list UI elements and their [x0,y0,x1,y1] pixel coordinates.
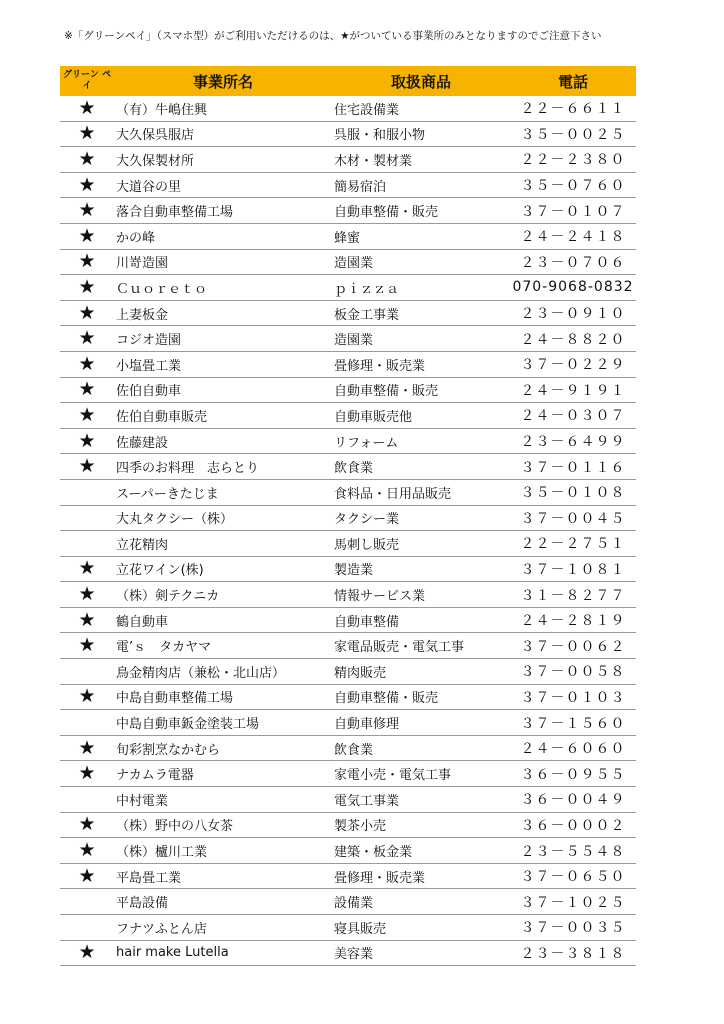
phone-number: ２３－３８１８ [510,940,636,966]
header-green-pay: グリーン ペイ [60,66,114,96]
business-name: 大久保呉服店 [114,121,332,147]
product-category: 設備業 [332,889,510,915]
phone-number: ２２－２３８０ [510,147,636,173]
phone-number: ３７－００５８ [510,659,636,685]
table-row [60,198,636,224]
product-category: ｐｉｚｚａ [332,275,510,301]
table-row [60,96,636,121]
phone-number: ２４－６０６０ [510,735,636,761]
green-pay-star-icon: ★ [60,633,114,659]
business-name: コジオ造園 [114,326,332,352]
phone-number: ２２－２７５１ [510,531,636,557]
green-pay-star-icon: ★ [60,428,114,454]
business-name: 平島畳工業 [114,863,332,889]
table-row [60,403,636,429]
business-name: 佐伯自動車販売 [114,403,332,429]
business-name: 平島設備 [114,889,332,915]
business-name: スーパーきたじま [114,479,332,505]
business-name: 鳥金精肉店（兼松・北山店） [114,659,332,685]
table-row [60,249,636,275]
green-pay-star-icon: ★ [60,556,114,582]
phone-number: ２４－９１９１ [510,377,636,403]
business-name: （株）櫨川工業 [114,838,332,864]
phone-number: ２４－２４１８ [510,223,636,249]
product-category: 造園業 [332,249,510,275]
table-row [60,607,636,633]
product-category: 家電品販売・電気工事 [332,633,510,659]
table-row [60,531,636,557]
product-category: 食料品・日用品販売 [332,479,510,505]
product-category: 美容業 [332,940,510,966]
table-row [60,735,636,761]
green-pay-star-icon: ★ [60,863,114,889]
phone-number: ３５－０１０８ [510,479,636,505]
green-pay-star-icon: ★ [60,223,114,249]
green-pay-star-icon [60,889,114,915]
green-pay-star-icon: ★ [60,121,114,147]
product-category: 呉服・和服小物 [332,121,510,147]
phone-number: ３７－１５６０ [510,710,636,736]
table-row [60,147,636,173]
business-name: 川嵜造園 [114,249,332,275]
table-row [60,275,636,301]
business-name: （株）野中の八女茶 [114,812,332,838]
phone-number: 070-9068-0832 [510,275,636,301]
product-category: 製茶小売 [332,812,510,838]
product-category: リフォーム [332,428,510,454]
phone-number: ２２－６６１１ [510,96,636,121]
phone-number: ２４－８８２０ [510,326,636,352]
business-name: 立花ワイン(株) [114,556,332,582]
business-name: ナカムラ電器 [114,761,332,787]
header-phone: 電話 [510,66,636,96]
phone-number: ２３－６４９９ [510,428,636,454]
table-row [60,223,636,249]
product-category: タクシー業 [332,505,510,531]
green-pay-star-icon: ★ [60,812,114,838]
table-header [60,66,636,96]
phone-number: ３７－００４５ [510,505,636,531]
phone-number: ３５－００２５ [510,121,636,147]
product-category: 精肉販売 [332,659,510,685]
product-category: 製造業 [332,556,510,582]
green-pay-star-icon: ★ [60,147,114,173]
table-row [60,863,636,889]
phone-number: ２３－０９１０ [510,300,636,326]
business-name: かの峰 [114,223,332,249]
green-pay-star-icon [60,659,114,685]
business-name: 佐藤建設 [114,428,332,454]
green-pay-star-icon: ★ [60,172,114,198]
header-product: 取扱商品 [332,66,510,96]
table-row [60,454,636,480]
header-business-name: 事業所名 [114,66,332,96]
business-name: 上妻板金 [114,300,332,326]
green-pay-star-icon: ★ [60,326,114,352]
phone-number: ２３－５５４８ [510,838,636,864]
phone-number: ３７－１０８１ [510,556,636,582]
product-category: 電気工事業 [332,787,510,813]
table-row [60,812,636,838]
business-table [60,66,636,966]
table-row [60,659,636,685]
phone-number: ３６－０９５５ [510,761,636,787]
table-row [60,556,636,582]
product-category: 造園業 [332,326,510,352]
phone-number: ３７－０２２９ [510,351,636,377]
green-pay-star-icon: ★ [60,377,114,403]
table-row [60,838,636,864]
table-row [60,300,636,326]
green-pay-star-icon [60,479,114,505]
green-pay-star-icon: ★ [60,607,114,633]
business-name: （株）剣テクニカ [114,582,332,608]
business-name: 中島自動車鈑金塗装工場 [114,710,332,736]
green-pay-star-icon [60,787,114,813]
business-name: 小塩畳工業 [114,351,332,377]
phone-number: ２４－０３０７ [510,403,636,429]
product-category: 情報サービス業 [332,582,510,608]
table-row [60,479,636,505]
table-row [60,582,636,608]
table-row [60,121,636,147]
business-name: 大久保製材所 [114,147,332,173]
business-name: （有）牛嶋住興 [114,96,332,121]
table-row [60,428,636,454]
product-category: 建築・板金業 [332,838,510,864]
table-row [60,633,636,659]
table-row [60,940,636,966]
phone-number: ３７－００３５ [510,915,636,941]
product-category: 馬刺し販売 [332,531,510,557]
business-name: 四季のお料理 志らとり [114,454,332,480]
phone-number: ２４－２８１９ [510,607,636,633]
product-category: 簡易宿泊 [332,172,510,198]
green-pay-star-icon: ★ [60,351,114,377]
product-category: 板金工事業 [332,300,510,326]
usage-note: ※「グリーンペイ」（スマホ型）がご利用いただけるのは、★がついている事業所のみとなりますのでご注意下さい [64,30,602,42]
product-category: 畳修理・販売業 [332,351,510,377]
product-category: 寝具販売 [332,915,510,941]
phone-number: ２３－０７０６ [510,249,636,275]
table-row [60,915,636,941]
green-pay-star-icon: ★ [60,940,114,966]
product-category: 自動車整備・販売 [332,684,510,710]
product-category: 住宅設備業 [332,96,510,121]
table-row [60,684,636,710]
product-category: 飲食業 [332,454,510,480]
table-row [60,172,636,198]
business-name: 中島自動車整備工場 [114,684,332,710]
business-name: 立花精肉 [114,531,332,557]
green-pay-star-icon: ★ [60,198,114,224]
table-row [60,710,636,736]
green-pay-star-icon: ★ [60,735,114,761]
phone-number: ３７－００６２ [510,633,636,659]
table-body [60,96,636,966]
business-name: 大道谷の里 [114,172,332,198]
phone-number: ３７－０１０３ [510,684,636,710]
product-category: 木材・製材業 [332,147,510,173]
business-name: 鶴自動車 [114,607,332,633]
business-name: 落合自動車整備工場 [114,198,332,224]
green-pay-star-icon [60,710,114,736]
product-category: 家電小売・電気工事 [332,761,510,787]
phone-number: ３７－０１０７ [510,198,636,224]
phone-number: ３７－０１１６ [510,454,636,480]
green-pay-star-icon: ★ [60,300,114,326]
business-name: フナツふとん店 [114,915,332,941]
business-name: 旬彩割烹なかむら [114,735,332,761]
table-row [60,377,636,403]
green-pay-star-icon [60,505,114,531]
phone-number: ３５－０７６０ [510,172,636,198]
green-pay-star-icon: ★ [60,838,114,864]
phone-number: ３６－０００２ [510,812,636,838]
green-pay-star-icon: ★ [60,684,114,710]
product-category: 飲食業 [332,735,510,761]
phone-number: ３６－００４９ [510,787,636,813]
phone-number: ３１－８２７７ [510,582,636,608]
phone-number: ３７－０６５０ [510,863,636,889]
business-name: Ｃｕｏｒｅｔｏ [114,275,332,301]
green-pay-star-icon: ★ [60,582,114,608]
table-row [60,351,636,377]
table-row [60,761,636,787]
green-pay-star-icon: ★ [60,249,114,275]
table-row [60,889,636,915]
phone-number: ３７－１０２５ [510,889,636,915]
green-pay-star-icon: ★ [60,403,114,429]
product-category: 自動車整備・販売 [332,377,510,403]
green-pay-star-icon: ★ [60,761,114,787]
business-name: 佐伯自動車 [114,377,332,403]
green-pay-star-icon: ★ [60,275,114,301]
product-category: 自動車修理 [332,710,510,736]
table-row [60,787,636,813]
business-name: 電’ｓ タカヤマ [114,633,332,659]
product-category: 自動車整備・販売 [332,198,510,224]
product-category: 自動車販売他 [332,403,510,429]
green-pay-star-icon: ★ [60,96,114,121]
product-category: 蜂蜜 [332,223,510,249]
business-name: 中村電業 [114,787,332,813]
table-row [60,505,636,531]
business-name: hair make Lutella [114,940,332,966]
green-pay-star-icon: ★ [60,454,114,480]
business-name: 大丸タクシー（株） [114,505,332,531]
product-category: 自動車整備 [332,607,510,633]
green-pay-star-icon [60,915,114,941]
product-category: 畳修理・販売業 [332,863,510,889]
green-pay-star-icon [60,531,114,557]
table-row [60,326,636,352]
